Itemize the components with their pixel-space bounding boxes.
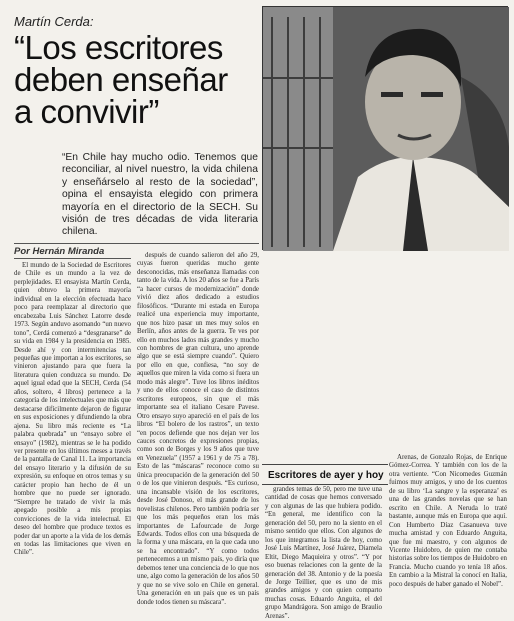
intro-text: “En Chile hay mucho odio. Tenemos que reconciliar, al nivel nuestro, la vida chilena y enseñárselo al resto de la sociedad”, opina el ensayista elegido con primera mayoría en el directorio de la SECH. Su visión de tres décadas de vida literaria chilena. xyxy=(62,152,258,238)
column-text: después de cuando salieron del año 29, cuyas fueron queridas mucho gente desconocidas, más enseñanza llamadas con tanto de la vida. A los 20 años se fue a París “a hacer cursos de modernización” donde vivió diez años dedicado a estudios filosóficos. “Durante mi estada en Europa realicé una experiencia muy importante, que nos hizo pasar un mes muy solos en Berlín, años antes de la guerra. Te ves por ello en muchos lados más grandes y mucho con hombres de gran cultura, uno aprende algo que se está siempre cuando”. Quiero por ello en que, confiesa, “no soy de aquellos que miren la vida como si fuera un modo más alegre”. Tuve los libros inéditos y uno de ellos conoce el caso de distintos escritores europeos, sin que el más importante sea el italiano Cesare Pavese. Otro ensayo suyo apareció en el país de los libros “El bolero de los rastros”, un texto “en pocos defiende que nos dejan ver los cauces concretos de expresiones propias, como son de Borges y los 9 años que tuve en Venezuela” (1957 a 1961 y de 75 a 78). Esto de las “máscaras” reconoce como su única preocupación de la generación del 50 o de los que vinieron después. “Es curioso, una incansable visión de los escritores, desde José Donoso, el más grande de los novelistas chilenos. Pero también podría ser que los más pequeños eran los más importantes de Lafourcade de Jorge Edwards. Todos ellos con una búsqueda de la forma y una máscara, en la que cada uno se ha encontrado”. “Y como todos pertenecemos a un mismo país, yo diría que debemos tener una conciencia de lo que nos une, algo como la generación de los años 50 y que no se vive solo en Chile en general. Una generación en un país que es un país donde todos tienen su máscara”. xyxy=(137,252,259,606)
headline-line-1: “Los escritores xyxy=(14,29,223,66)
headline-line-2: deben enseñar xyxy=(14,61,228,98)
headline xyxy=(14,29,254,130)
kicker: Martín Cerda: xyxy=(14,14,94,29)
divider xyxy=(14,258,131,259)
article-column-2 xyxy=(137,252,259,606)
intro-paragraph xyxy=(62,152,258,239)
article-column-4 xyxy=(389,454,507,594)
divider xyxy=(14,243,259,244)
article-column-3 xyxy=(265,486,382,620)
portrait-photo xyxy=(262,6,508,250)
column-text: Arenas, de Gonzalo Rojas, de Enrique Gómez-Correa. Y también con los de la otra vertiente. “Con Nicomedes Guzmán fuimos muy amigos, y uno de los cuentos de su libro ‘La sangre y la esperanza’ es una de las grandes novelas que se han escrito en Chile. A Neruda lo traté bastante, aunque más en Europa que aquí. Con Humberto Díaz Casanueva tuve mucha amistad y con Eduardo Anguita, que fue mi maestro, y con algunos de Vicente Huidobro, de quien me contaba historias sobre los tiempos de Huidobro en Francia. Mucho cuando yo tenía 18 años. En cambio a la Mistral la conocí en Italia, poco después de haber ganado el Nobel”. xyxy=(389,454,507,588)
column-text: El mundo de la Sociedad de Escritores de Chile es un mundo a la vez de perplejidades. El ensayista Martín Cerda, quien obtuvo la primera mayoría individual en la elección efectuada hace poco para reemplazar al directorio que encabezaba Luis Sánchez Latorre desde 1973. Según anduvo asomando “un nuevo tono”, Cerdá comenzó a “desgranarse” de su vida en 1984 y la presidencia en 1985. Desde ahí y con intermitencias tan pequeñas que importan a los escritores, se vinieron ajustando para que fuera la literatura quien conduzca su mundo. De aquel igual edad que la SECH, Cerda (54 años, soltero, 4 libros) pertenece a la categoría de los intelectuales que más que destacarse difícilmente dejaron de figurar en sus exposiciones y difundiendo la obra ajena. Su libro más reciente es “La palabra quebrada” un “ensayo sobre el ensayo” (1982), mientras se le ha podido ver presente en los últimos meses a través de la pantalla de Canal 11. La importancia del ensayo literario y la difusión de su expresión, su enfoque en otros temas y su carácter propio han hecho de él un hombre que no puede ser ignorado. “Siempre he tratado de vivir la más apegado posible a mis propias convicciones de la vida intelectual. El deseo del hombre que produce textos es poder dar un aporte a la vida de los demás en todas las limitaciones que viven en Chile”. xyxy=(14,262,131,557)
article-column-1 xyxy=(14,262,131,594)
column-text: grandes temas de 50, pero me tuve una cantidad de cosas que hemos conversado y con algunas de las que hubiera podido. “En general, me identifico con la generación del 50, pero no la siento en el mismo sentido que ellos. Con algunos de los que integramos la lista de hoy, como José Luis Martínez, José Juárez, Diamela Eltit, Diego Maquieira y otros”. “Y por eso buenas relaciones con la gente de la generación del 38. Antonio y de la poesía de Jorge Teillier, que es uno de mis grandes amigos y con quien comparto muchas cosas. Eduardo Anguita, el del grupo Mandrágora. Son amigo de Braulio Arenas”. xyxy=(265,486,382,620)
headline-line-3: a convivir” xyxy=(14,93,159,130)
byline: Por Hernán Miranda xyxy=(14,246,105,257)
sidebar-title: Escritores de ayer y hoy xyxy=(268,470,384,481)
